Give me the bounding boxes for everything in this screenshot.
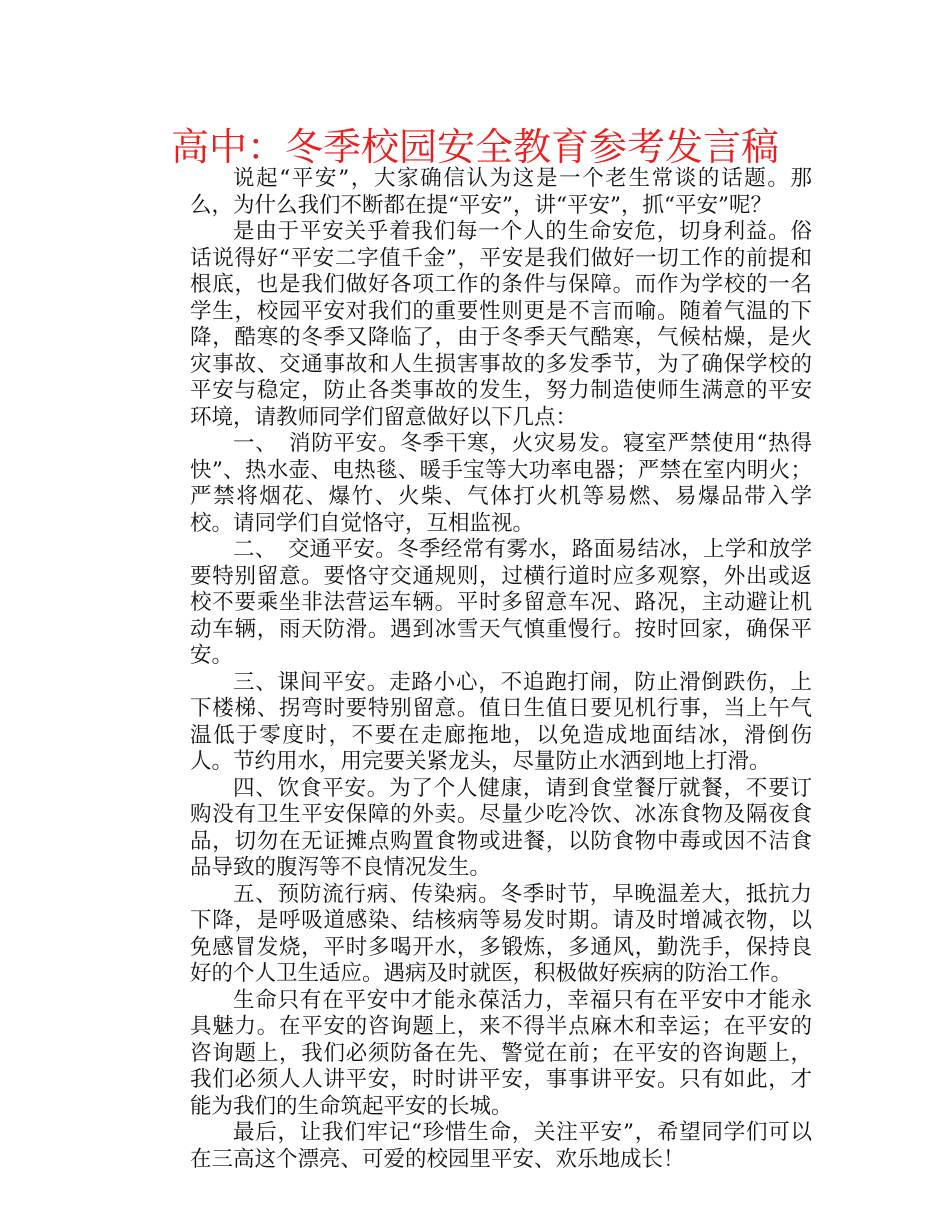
paragraph-intro: 说起“平安”，大家确信认为这是一个老生常谈的话题。那么，为什么我们不断都在提“平安”，讲“平安”，抓“平安”呢？ bbox=[190, 166, 812, 218]
paragraph-disease-prevention: 五、预防流行病、传染病。冬季时节，早晚温差大，抵抗力下降，是呼吸道感染、结核病等易发时期。请及时增减衣物，以免感冒发烧，平时多喝开水，多锻炼，多通风，勤洗手，保持良好的个人卫生适应。遇病及时就医，积极做好疾病的防治工作。 bbox=[190, 881, 812, 986]
paragraph-fire-safety: 一、 消防平安。冬季干寒，火灾易发。寝室严禁使用“热得快”、热水壶、电热毯、暖手宝等大功率电器；严禁在室内明火；严禁将烟花、爆竹、火柴、气体打火机等易燃、易爆品带入学校。请同学们自觉恪守，互相监视。 bbox=[190, 431, 812, 536]
paragraph-traffic-safety: 二、 交通平安。冬季经常有雾水，路面易结冰，上学和放学要特别留意。要恪守交通规则，过横行道时应多观察，外出或返校不要乘坐非法营运车辆。平时多留意车况、路况，主动避让机动车辆，雨天防滑。遇到冰雪天气慎重慢行。按时回家，确保平安。 bbox=[190, 537, 812, 668]
paragraph-reason: 是由于平安关乎着我们每一个人的生命安危，切身利益。俗话说得好“平安二字值千金”，平安是我们做好一切工作的前提和根底，也是我们做好各项工作的条件与保障。而作为学校的一名学生，校园平安对我们的重要性则更是不言而喻。随着气温的下降，酷寒的冬季又降临了，由于冬季天气酷寒，气候枯燥，是火灾事故、交通事故和人生损害事故的多发季节，为了确保学校的平安与稳定，防止各类事故的发生，努力制造使师生满意的平安环境，请教师同学们留意做好以下几点： bbox=[190, 219, 812, 430]
paragraph-recess-safety: 三、课间平安。走路小心，不追跑打闹，防止滑倒跌伤，上下楼梯、拐弯时要特别留意。值日生值日要见机行事，当上午气温低于零度时，不要在走廊拖地，以免造成地面结冰，滑倒伤人。节约用水，用完要关紧龙头，尽量防止水洒到地上打滑。 bbox=[190, 669, 812, 774]
paragraph-closing: 最后，让我们牢记“珍惜生命，关注平安”，希望同学们可以在三高这个漂亮、可爱的校园里平安、欢乐地成长！ bbox=[190, 1120, 812, 1172]
document-body bbox=[190, 166, 812, 1173]
paragraph-life-safety: 生命只有在平安中才能永葆活力，幸福只有在平安中才能永具魅力。在平安的咨询题上，来不得半点麻木和幸运；在平安的咨询题上，我们必须防备在先、警觉在前；在平安的咨询题上，我们必须人人讲平安，时时讲平安，事事讲平安。只有如此，才能为我们的生命筑起平安的长城。 bbox=[190, 987, 812, 1119]
document-title: 高中：冬季校园安全教育参考发言稿 bbox=[170, 125, 779, 169]
paragraph-food-safety: 四、饮食平安。为了个人健康，请到食堂餐厅就餐，不要订购没有卫生平安保障的外卖。尽量少吃冷饮、冰冻食物及隔夜食品，切勿在无证摊点购置食物或进餐，以防食物中毒或因不洁食品导致的腹泻等不良情况发生。 bbox=[190, 775, 812, 880]
